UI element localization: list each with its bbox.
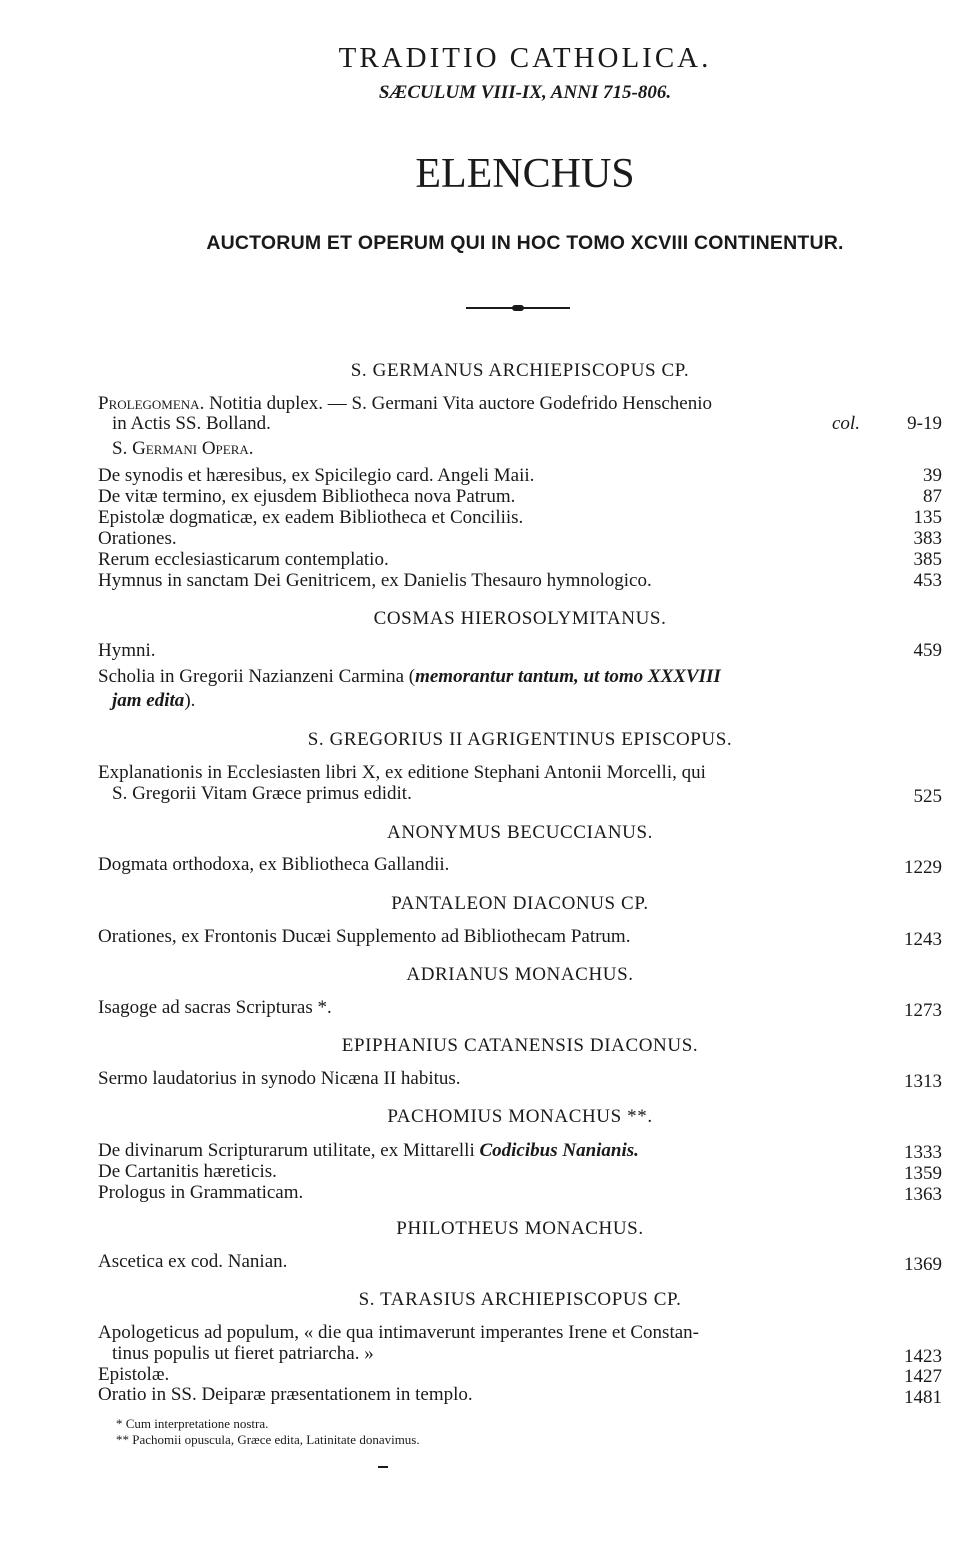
col-word: col.: [832, 413, 860, 434]
section-author-germanus: S. GERMANUS ARCHIEPISCOPUS CP.: [350, 360, 690, 381]
list-item-cont: S. Gregorii Vitam Græce primus edidit.: [112, 783, 412, 804]
list-item: De synodis et hæresibus, ex Spicilegio card. Angeli Maii.: [98, 465, 535, 486]
list-item: Epistolæ.: [98, 1364, 170, 1385]
section-author-tarasius: S. TARASIUS ARCHIEPISCOPUS CP.: [358, 1289, 682, 1310]
running-subtitle: SÆCULUM VIII-IX, ANNI 715-806.: [378, 82, 672, 103]
prolegomena-entry: [98, 393, 712, 415]
list-item: Orationes.: [98, 528, 177, 549]
list-item: De Cartanitis hæreticis.: [98, 1161, 277, 1182]
list-item-col: 1313: [904, 1071, 942, 1092]
list-item: Ascetica ex cod. Nanian.: [98, 1251, 288, 1272]
opera-head: [112, 438, 254, 460]
list-item: De vitæ termino, ex ejusdem Bibliotheca nova Patrum.: [98, 486, 516, 507]
list-item: [98, 1140, 639, 1162]
list-item-col: 385: [913, 549, 942, 570]
list-item: Explanationis in Ecclesiasten libri X, ex editione Stephani Antonii Morcelli, qui: [98, 762, 706, 783]
list-item-col: 1423: [904, 1346, 942, 1367]
section-author-pachomius: PACHOMIUS MONACHUS **.: [387, 1106, 653, 1127]
page-title: ELENCHUS: [415, 151, 635, 197]
list-item-italic: Codicibus Nanianis.: [479, 1140, 639, 1161]
scholia-italic-cont: jam edita: [112, 690, 185, 711]
list-item-col: 135: [913, 507, 942, 528]
list-item-col: 1481: [904, 1387, 942, 1408]
prolegomena-col: 9-19: [907, 413, 942, 434]
list-item: Hymnus in sanctam Dei Genitricem, ex Danielis Thesauro hymnologico.: [98, 570, 652, 591]
list-item-col: 39: [923, 465, 942, 486]
list-item-col: 87: [923, 486, 942, 507]
prolegomena-head: Prolegomena: [98, 393, 200, 414]
section-author-philotheus: PHILOTHEUS MONACHUS.: [396, 1218, 644, 1239]
scholia-entry-cont: [112, 690, 195, 712]
page-subtitle: AUCTORUM ET OPERUM QUI IN HOC TOMO XCVIII CONTINENTUR.: [206, 232, 844, 254]
list-item-col: 383: [913, 528, 942, 549]
list-item-col: 1427: [904, 1366, 942, 1387]
list-item-col: 1369: [904, 1254, 942, 1275]
list-item: Epistolæ dogmaticæ, ex eadem Bibliotheca et Conciliis.: [98, 507, 524, 528]
section-author-adrianus: ADRIANUS MONACHUS.: [406, 964, 634, 985]
prolegomena-text-cont: in Actis SS. Bolland.: [112, 413, 271, 434]
bottom-mark: [378, 1466, 388, 1468]
list-item-text: De divinarum Scripturarum utilitate, ex Mittarelli: [98, 1140, 480, 1161]
list-item-col: 1273: [904, 1000, 942, 1021]
list-item-col: 459: [913, 640, 942, 661]
scholia-close: ).: [184, 690, 196, 711]
list-item-col: 1359: [904, 1163, 942, 1184]
scholia-text: Scholia in Gregorii Nazianzeni Carmina (: [98, 666, 416, 687]
section-author-cosmas: COSMAS HIEROSOLYMITANUS.: [373, 608, 667, 629]
list-item-col: 1243: [904, 929, 942, 950]
footnote: ** Pachomii opuscula, Græce edita, Latinitate donavimus.: [116, 1432, 420, 1447]
opera-head-text: S. Germani Opera.: [112, 438, 254, 459]
list-item-col: 453: [913, 570, 942, 591]
section-author-pantaleon: PANTALEON DIACONUS CP.: [391, 893, 649, 914]
list-item: Orationes, ex Frontonis Ducæi Supplemento ad Bibliothecam Patrum.: [98, 926, 631, 947]
list-item: Apologeticus ad populum, « die qua intimaverunt imperantes Irene et Constan-: [98, 1322, 699, 1343]
scholia-italic: memorantur tantum, ut tomo XXXVIII: [415, 666, 721, 687]
list-item: Sermo laudatorius in synodo Nicæna II habitus.: [98, 1068, 461, 1089]
list-item: Oratio in SS. Deiparæ præsentationem in templo.: [98, 1384, 473, 1405]
list-item: Isagoge ad sacras Scripturas *.: [98, 997, 332, 1018]
list-item-cont: tinus populis ut fieret patriarcha. »: [112, 1343, 374, 1364]
list-item: Rerum ecclesiasticarum contemplatio.: [98, 549, 389, 570]
section-author-gregorius: S. GREGORIUS II AGRIGENTINUS EPISCOPUS.: [307, 729, 733, 750]
list-item-col: 1333: [904, 1142, 942, 1163]
list-item-col: 1363: [904, 1184, 942, 1205]
list-item: Hymni.: [98, 640, 156, 661]
section-author-becuccianus: ANONYMUS BECUCCIANUS.: [387, 822, 653, 843]
prolegomena-text: . Notitia duplex. — S. Germani Vita auctore Godefrido Henschenio: [199, 393, 712, 414]
list-item-col: 525: [913, 786, 942, 807]
list-item-col: 1229: [904, 857, 942, 878]
section-author-epiphanius: EPIPHANIUS CATANENSIS DIACONUS.: [341, 1035, 699, 1056]
ornament-divider: [466, 306, 570, 310]
list-item: Dogmata orthodoxa, ex Bibliotheca Gallandii.: [98, 854, 450, 875]
footnote: * Cum interpretatione nostra.: [116, 1416, 269, 1431]
list-item: Prologus in Grammaticam.: [98, 1182, 304, 1203]
running-title: TRADITIO CATHOLICA.: [338, 42, 712, 74]
scholia-entry: [98, 666, 721, 688]
